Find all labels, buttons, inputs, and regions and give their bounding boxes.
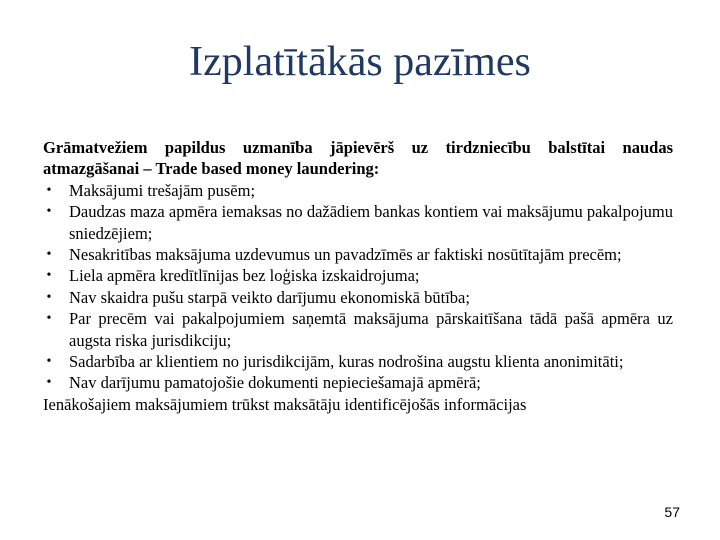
bullet-item — [43, 180, 673, 201]
bullet-icon: • — [46, 247, 52, 263]
bullet-icon: • — [46, 311, 52, 327]
bullet-item — [43, 351, 673, 372]
bullet-item — [43, 201, 673, 244]
bullet-text: Sadarbība ar klientiem no jurisdikcijām, kuras nodrošina augstu klienta anonimitāti; — [69, 352, 624, 372]
bullet-icon: • — [46, 354, 52, 370]
bullet-icon: • — [46, 375, 52, 391]
bullet-icon: • — [46, 204, 52, 220]
slide-title: Izplatītākās pazīmes — [189, 39, 531, 85]
bullet-text: Maksājumi trešajām pusēm; — [69, 180, 256, 200]
bullet-list — [43, 180, 673, 394]
bullet-item — [43, 265, 673, 286]
bullet-text: Nesakritības maksājuma uzdevumus un pavadzīmēs ar faktiski nosūtītajām precēm; — [69, 245, 622, 265]
bullet-text: Daudzas maza apmēra iemaksas no dažādiem bankas kontiem vai maksājumu pakalpojumu sniedzējiem; — [69, 202, 673, 243]
bullet-item — [43, 244, 673, 265]
slide-body — [43, 137, 673, 415]
bullet-item — [43, 287, 673, 308]
bullet-item — [43, 372, 673, 393]
bullet-text: Nav skaidra pušu starpā veikto darījumu ekonomiskā būtība; — [69, 287, 470, 307]
bullet-text: Liela apmēra kredītlīnijas bez loģiska izskaidrojuma; — [69, 266, 420, 286]
lead-paragraph: Grāmatvežiem papildus uzmanība jāpievērš uz tirdzniecību balstītai naudas atmazgāšanai – Trade based money laundering: — [43, 138, 673, 179]
bullet-text: Nav darījumu pamatojošie dokumenti nepieciešamajā apmērā; — [69, 373, 481, 393]
bullet-icon: • — [46, 268, 52, 284]
bullet-icon: • — [46, 289, 52, 305]
page-number: 57 — [664, 504, 680, 520]
closing-line: Ienākošajiem maksājumiem trūkst maksātāju identificējošās informācijas — [43, 394, 527, 414]
bullet-item — [43, 308, 673, 351]
bullet-icon: • — [46, 182, 52, 198]
bullet-text: Par precēm vai pakalpojumiem saņemtā maksājuma pārskaitīšana tādā pašā apmēra uz augsta riska jurisdikciju; — [69, 309, 673, 350]
